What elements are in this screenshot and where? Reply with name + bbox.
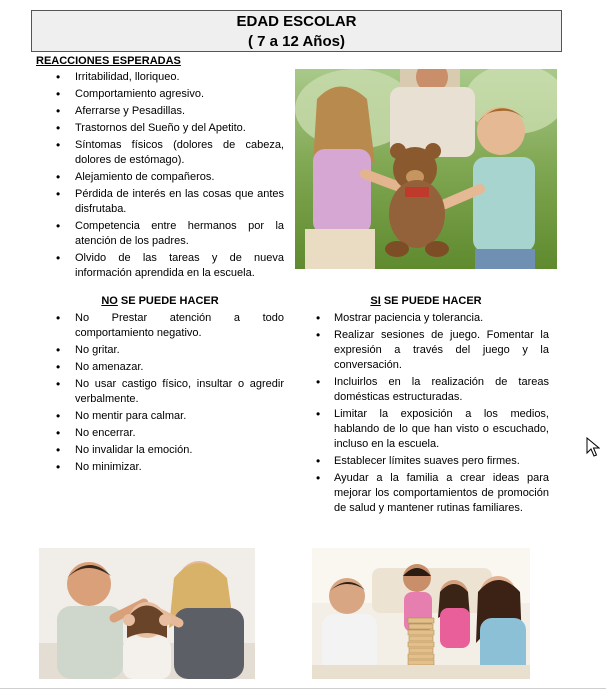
reactions-item: • Comportamiento agresivo. (35, 87, 284, 102)
no-section-item: • No invalidar la emoción. (35, 443, 284, 458)
yes-section-item: • Mostrar paciencia y tolerancia. (306, 311, 549, 326)
yes-section-item: • Establecer límites suaves pero firmes. (306, 454, 549, 469)
no-section-item: • No gritar. (35, 343, 284, 358)
reactions-heading: REACCIONES ESPERADAS (36, 55, 181, 67)
photo-parents-arguing-graphic (39, 548, 255, 679)
photo-children-teddy-bear-graphic (295, 69, 557, 269)
title-line-2: ( 7 a 12 Años) (248, 33, 345, 50)
no-heading-rest: SE PUEDE HACER (117, 295, 219, 307)
photo-family-playing-graphic (312, 548, 530, 679)
reactions-item: • Pérdida de interés en las cosas que antes disfrutaba. (35, 187, 284, 217)
yes-heading (326, 295, 526, 307)
no-list (35, 311, 284, 477)
no-heading (60, 295, 260, 307)
yes-section-item: • Limitar la exposición a los medios, hablando de lo que han visto o escuchado, incluso en la escuela. (306, 407, 549, 452)
no-section-item: • No Prestar atención a todo comportamiento negativo. (35, 311, 284, 341)
no-section-item: • No amenazar. (35, 360, 284, 375)
reactions-item: • Irritabilidad, lloriqueo. (35, 70, 284, 85)
reactions-item: • Competencia entre hermanos por la atención de los padres. (35, 219, 284, 249)
yes-heading-rest: SE PUEDE HACER (380, 295, 482, 307)
reactions-item: • Alejamiento de compañeros. (35, 170, 284, 185)
page-bottom-rule (0, 688, 606, 689)
yes-section-item: • Realizar sesiones de juego. Fomentar la expresión a través del juego y la conversación. (306, 328, 549, 373)
no-heading-strong: NO (101, 295, 118, 307)
no-section-item: • No mentir para calmar. (35, 409, 284, 424)
photo-family-playing (312, 548, 530, 679)
reactions-item: • Olvido de las tareas y de nueva información aprendida en la escuela. (35, 251, 284, 281)
yes-section-item: • Ayudar a la familia a crear ideas para mejorar los comportamientos de promoción de salud y mantener rutinas familiares. (306, 471, 549, 516)
mouse-cursor-icon (586, 437, 600, 457)
reactions-item: • Síntomas físicos (dolores de cabeza, dolores de estómago). (35, 138, 284, 168)
yes-list (306, 311, 549, 518)
reactions-list (35, 70, 284, 283)
photo-children-teddy-bear (295, 69, 557, 269)
title-line-1: EDAD ESCOLAR (236, 13, 357, 30)
no-section-item: • No minimizar. (35, 460, 284, 475)
photo-parents-arguing (39, 548, 255, 679)
yes-heading-strong: SI (370, 295, 381, 307)
title-box (31, 10, 562, 52)
yes-section-item: • Incluirlos en la realización de tareas domésticas estructuradas. (306, 375, 549, 405)
reactions-item: • Aferrarse y Pesadillas. (35, 104, 284, 119)
reactions-item: • Trastornos del Sueño y del Apetito. (35, 121, 284, 136)
no-section-item: • No encerrar. (35, 426, 284, 441)
no-section-item: • No usar castigo físico, insultar o agredir verbalmente. (35, 377, 284, 407)
